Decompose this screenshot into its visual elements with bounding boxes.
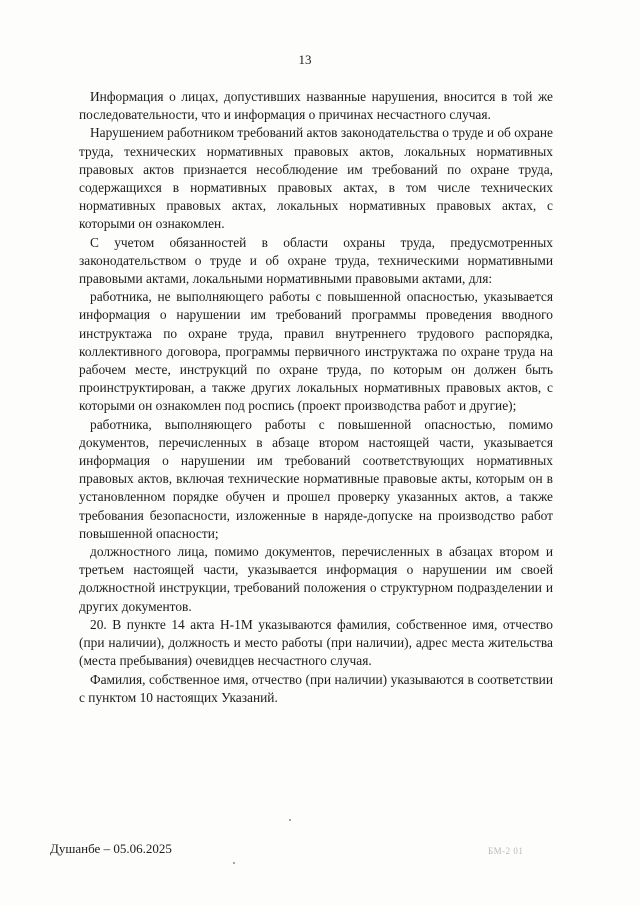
paragraph-official: должностного лица, помимо документов, перечисленных в абзацах втором и третьем настоящей части, указывается информация о нарушении им своей должностной инструкции, требований положения о структурном подразделении и других документов. — [79, 544, 553, 614]
footer-place-date: Душанбе – 05.06.2025 — [50, 841, 172, 856]
page-number: 13 — [298, 52, 312, 67]
paragraph-names-reference: Фамилия, собственное имя, отчество (при наличии) указываются в соответствии с пунктом 10 настоящих Указаний. — [79, 671, 553, 705]
footer-stamp: БМ-2 01 — [488, 846, 524, 856]
paragraph-violators-info: Информация о лицах, допустивших названные нарушения, вносится в той же последовательности, что и информация о причинах несчастного случая. — [79, 89, 553, 123]
paragraph-ordinary-worker: работника, не выполняющего работы с повышенной опасностью, указывается информация о нарушении им требований программы проведения вводного инструктажа по охране труда, правил внутреннего трудового распорядка, коллективного договора, программы первичного инструктажа по охране труда на рабочем месте, инструкций по охране труда, по которым он должен быть проинструктирован, а также других локальных нормативных правовых актов, с которыми он ознакомлен под роспись (проект производства работ и другие); — [79, 289, 553, 414]
paragraph-violation-definition: Нарушением работником требований актов законодательства о труде и об охране труда, технических нормативных правовых актов, локальных нормативных правовых актов признается несоблюдение им требований по охране труда, содержащихся в нормативных правовых актах, в том числе технических нормативных правовых актах, локальных нормативных правовых актах, с которыми он ознакомлен. — [79, 125, 553, 232]
paragraph-item-20: 20. В пункте 14 акта Н-1М указываются фамилия, собственное имя, отчество (при наличии), должность и место работы (при наличии), адрес места жительства (места пребывания) очевидцев несчастного случая. — [79, 616, 553, 669]
paragraph-hazardous-worker: работника, выполняющего работы с повышенной опасностью, помимо документов, перечисленных в абзаце втором настоящей части, указывается информация о нарушении им требований соответствующих нормативных правовых актов, включая технические нормативные правовые акты, которым он в установленном порядке обучен и прошел проверку указанных актов, а также требования безопасности, изложенные в наряде-допуске на производство работ повышенной опасности; — [79, 416, 553, 541]
scan-speck — [233, 862, 235, 864]
paragraph-duties-intro: С учетом обязанностей в области охраны труда, предусмотренных законодательством о труде и об охране труда, техническими нормативными правовыми актами, локальными нормативными правовыми актами, для: — [79, 234, 553, 287]
scan-speck — [289, 819, 291, 821]
document-body — [79, 88, 553, 707]
